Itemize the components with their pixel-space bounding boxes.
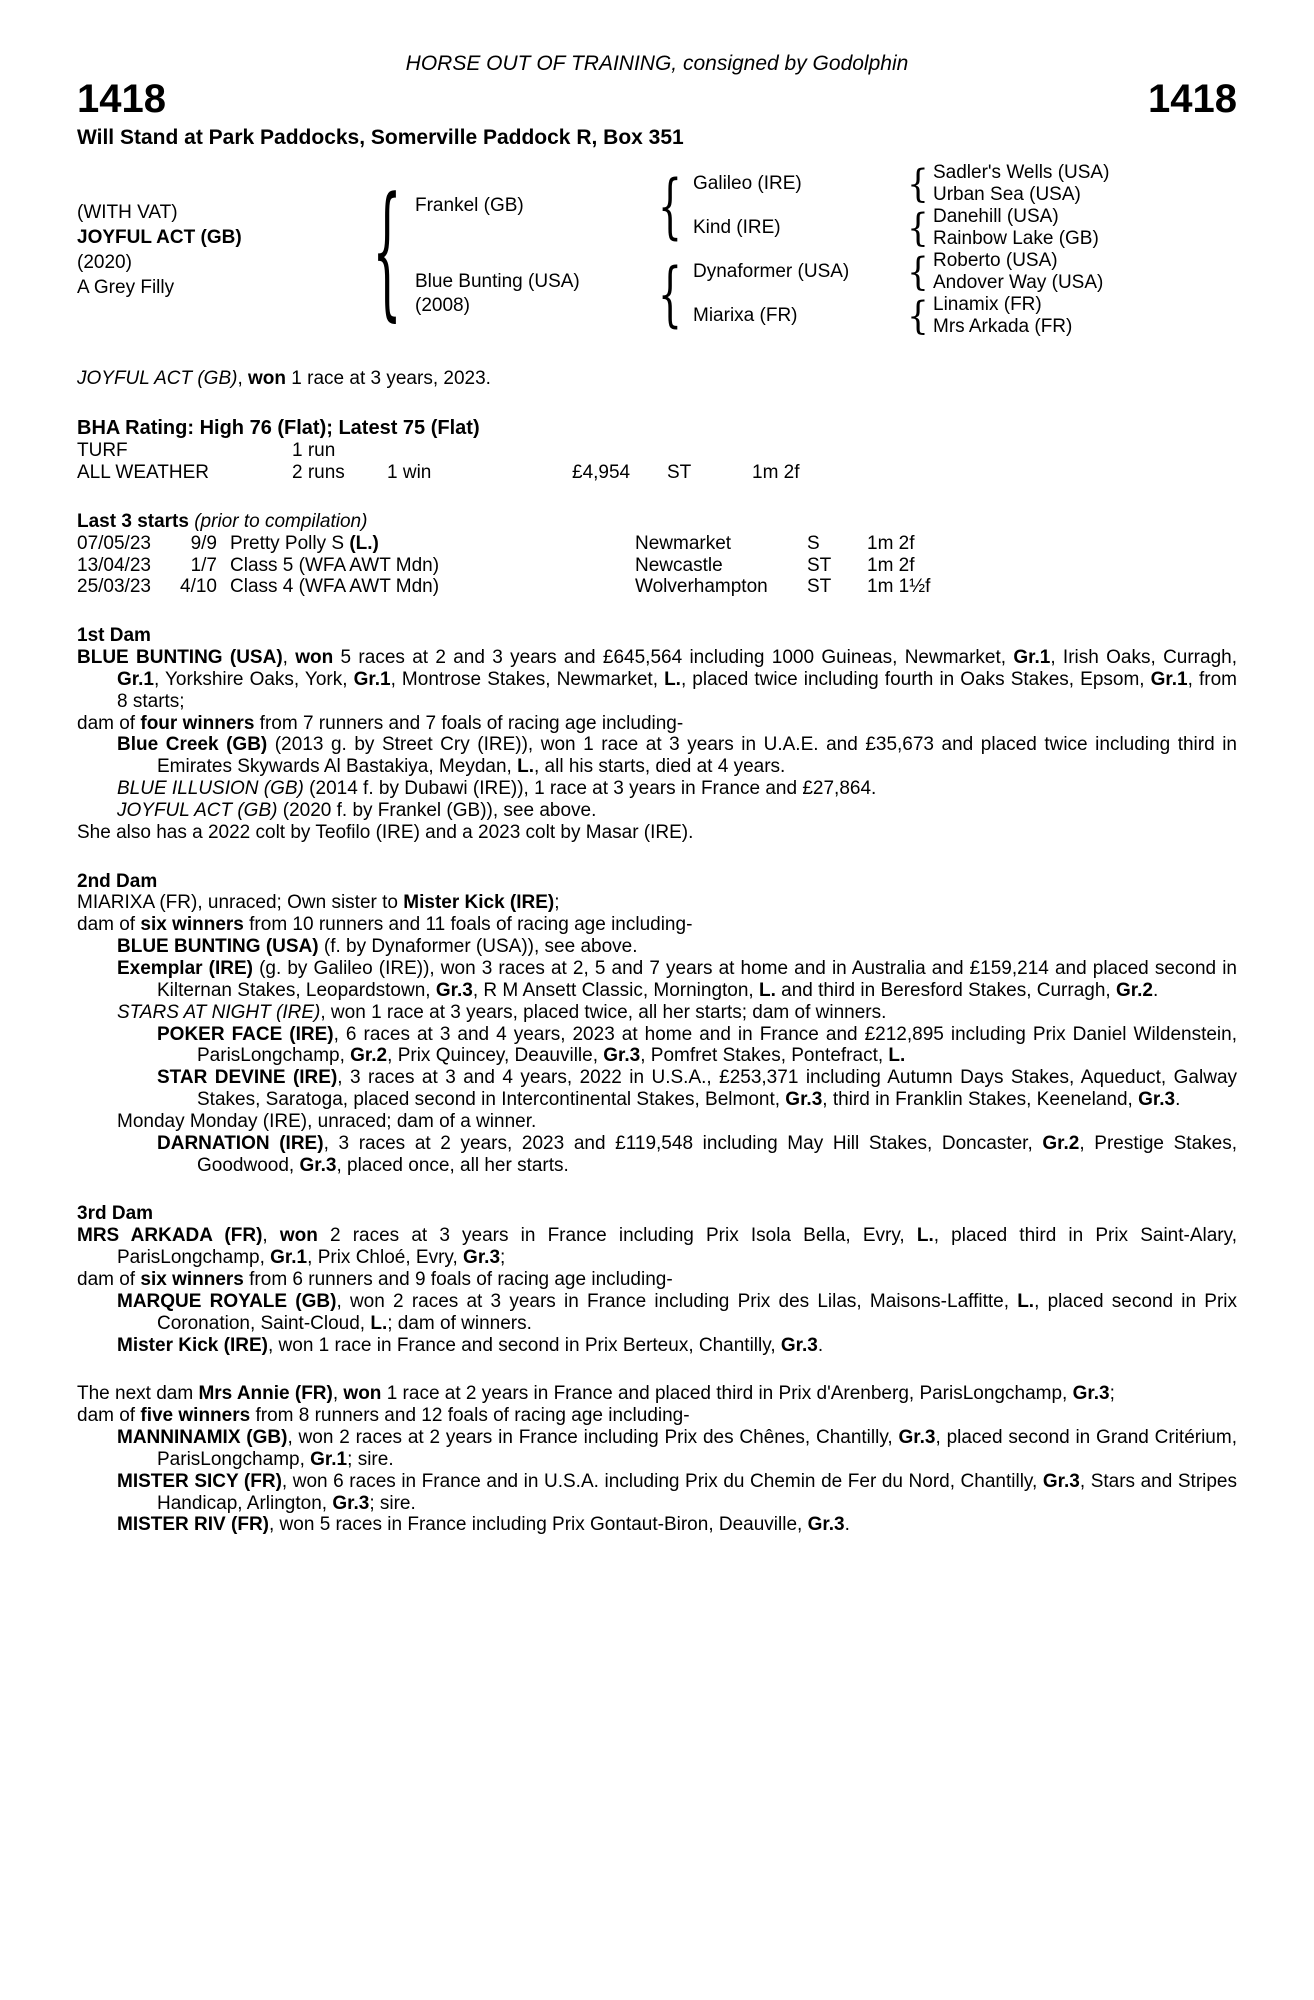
catalogue-paragraph: dam of six winners from 10 runners and 11 foals of racing age including- [77,914,693,936]
last-starts-heading: Last 3 starts [77,510,189,532]
dam-parents [685,250,1103,338]
last-starts-title [77,511,1237,533]
catalogue-paragraph: MRS ARKADA (FR), won 2 races at 3 years in France including Prix Isola Bella, Evry, L., placed third in Prix Saint-Alary, ParisLongchamp, Gr.1, Prix Chloé, Evry, Gr.3; [77,1225,1237,1269]
pedigree-dam-name: Blue Bunting (USA) [415,271,580,293]
race-position: 1/7 [190,554,217,576]
pedigree-brace [655,187,685,225]
pedigree-ancestor: Urban Sea (USA) [933,184,1081,206]
pedigree-grandsire: Galileo (IRE) [693,173,802,195]
catalogue-paragraph: BLUE ILLUSION (GB) (2014 f. by Dubawi (IRE)), 1 race at 3 years in France and £27,864. [117,778,877,800]
bha-rating-block [77,417,1237,484]
race-venue: Newcastle [635,554,723,576]
race-name: Class 5 (WFA AWT Mdn) [230,554,440,576]
race-date: 13/04/23 [77,554,151,576]
surface-label: TURF [77,440,128,462]
pedigree-ancestor: Roberto (USA) [933,250,1058,272]
section-title: 2nd Dam [77,870,158,892]
foal-year: (2020) [77,252,132,274]
section-2nd-dam [77,871,1237,1177]
catalogue-paragraph: She also has a 2022 colt by Teofilo (IRE) and a 2023 colt by Masar (IRE). [77,821,694,843]
lot-number-row [77,78,1237,120]
horse-name: JOYFUL ACT (GB) [77,227,242,249]
pedigree-ancestor: Linamix (FR) [933,294,1042,316]
parent-block [685,162,1109,206]
race-going: ST [807,554,832,576]
pedigree-table [77,162,1237,338]
section-next-dam [77,1383,1237,1536]
catalogue-paragraph: Mister Kick (IRE), won 1 race in France and second in Prix Berteux, Chantilly, Gr.3. [117,1334,824,1356]
race-going: S [807,532,820,554]
race-date: 25/03/23 [77,576,151,598]
catalogue-paragraph: The next dam Mrs Annie (FR), won 1 race at 2 years in France and placed third in Prix d'Arenberg, ParisLongchamp, Gr.3; [77,1383,1115,1405]
distance-value [752,440,1237,462]
parent-block [685,294,1103,338]
race-result-row [77,576,1237,598]
race-result-row [77,533,1237,555]
catalogue-paragraph: dam of six winners from 6 runners and 9 foals of racing age including- [77,1268,673,1290]
race-venue: Wolverhampton [635,576,768,598]
pedigree-ancestor: Mrs Arkada (FR) [933,316,1073,338]
sire-parents [685,162,1109,250]
great-grandparents [933,294,1072,338]
catalogue-paragraph: DARNATION (IRE), 3 races at 2 years, 2023 and £119,548 including May Hill Stakes, Doncaster, Gr.2, Prestige Stakes, Goodwood, Gr.3, placed once, all her starts. [157,1132,1237,1176]
horse-details [77,200,367,300]
wins-value [387,440,572,462]
race-name: Pretty Polly S (L.) [230,532,379,554]
wins-value: 1 win [387,461,432,483]
race-summary: JOYFUL ACT (GB), won 1 race at 3 years, 2023. [77,368,491,390]
runs-value: 1 run [292,440,336,462]
pedigree-dam [407,270,655,318]
pedigree-brace [903,299,933,333]
pedigree-brace [367,227,407,273]
pedigree-ancestor: Andover Way (USA) [933,272,1104,294]
pedigree-brace [903,167,933,201]
great-grandparents [933,206,1099,250]
earnings-value [572,440,667,462]
horse-description: A Grey Filly [77,277,175,299]
going-value [667,440,752,462]
section-1st-dam [77,625,1237,843]
pedigree-granddam: Kind (IRE) [693,217,781,239]
race-position: 9/9 [190,532,217,554]
pedigree-dam-year: (2008) [415,295,470,317]
catalogue-paragraph: Blue Creek (GB) (2013 g. by Street Cry (IRE)), won 1 race at 3 years in U.A.E. and £35,673 and placed twice including third in Emirates Skywards Al Bastakiya, Meydan, L., all his starts, died at 4 years. [117,734,1238,778]
catalogue-paragraph: STARS AT NIGHT (IRE), won 1 race at 3 years, placed twice, all her starts; dam of winners. [117,1001,887,1023]
race-distance: 1m 2f [867,554,915,576]
section-3rd-dam [77,1203,1237,1356]
catalogue-paragraph: BLUE BUNTING (USA), won 5 races at 2 and 3 years and £645,564 including 1000 Guineas, Newmarket, Gr.1, Irish Oaks, Curragh, Gr.1, Yorkshire Oaks, York, Gr.1, Montrose Stakes, Newmarket, L., placed twice including fourth in Oaks Stakes, Epsom, Gr.1, from 8 starts; [77,647,1237,712]
last-starts-subtitle: (prior to compilation) [188,510,368,532]
catalogue-paragraph: MANNINAMIX (GB), won 2 races at 2 years in France including Prix des Chênes, Chantilly, Gr.3, placed second in Grand Critérium, ParisLongchamp, Gr.1; sire. [117,1427,1237,1470]
last-starts-block [77,511,1237,598]
catalogue-paragraph: BLUE BUNTING (USA) (f. by Dynaformer (USA)), see above. [117,936,638,958]
vat-status: (WITH VAT) [77,202,178,224]
race-going: ST [807,576,832,598]
race-position: 4/10 [180,576,217,598]
consignment-title: HORSE OUT OF TRAINING, consigned by Godolphin [405,52,909,75]
surface-label: ALL WEATHER [77,461,209,483]
pedigree-sire: Frankel (GB) [415,195,524,217]
pedigree-second-dam: Miarixa (FR) [693,305,798,327]
catalogue-paragraph: Monday Monday (IRE), unraced; dam of a winner. [117,1110,537,1132]
race-venue: Newmarket [635,532,732,554]
lot-number-left: 1418 [77,77,166,122]
stand-location: Will Stand at Park Paddocks, Somerville Paddock R, Box 351 [77,126,684,150]
race-distance: 1m 1½f [867,576,931,598]
runs-value: 2 runs [292,461,345,483]
section-title: 1st Dam [77,625,151,647]
race-name: Class 4 (WFA AWT Mdn) [230,576,440,598]
catalogue-paragraph: MARQUE ROYALE (GB), won 2 races at 3 years in France including Prix des Lilas, Maisons-Laffitte, L., placed second in Prix Coronation, Saint-Cloud, L.; dam of winners. [117,1290,1237,1334]
great-grandparents [933,162,1109,206]
pedigree-ancestor: Sadler's Wells (USA) [933,162,1110,184]
catalogue-paragraph: dam of five winners from 8 runners and 12 foals of racing age including- [77,1405,690,1427]
parent-block [685,250,1103,294]
catalogue-paragraph: MIARIXA (FR), unraced; Own sister to Mister Kick (IRE); [77,892,560,914]
great-grandparents [933,250,1103,294]
pedigree-brace [655,275,685,313]
distance-value: 1m 2f [752,461,800,483]
catalogue-paragraph: MISTER SICY (FR), won 6 races in France and in U.S.A. including Prix du Chemin de Fer du Nord, Chantilly, Gr.3, Stars and Stripes Handicap, Arlington, Gr.3; sire. [117,1470,1238,1514]
lot-number-right: 1418 [1148,77,1237,122]
section-title: 3rd Dam [77,1203,154,1225]
catalogue-paragraph: MISTER RIV (FR), won 5 races in France including Prix Gontaut-Biron, Deauville, Gr.3. [117,1514,850,1536]
pedigree-generations [407,162,1109,338]
catalogue-paragraph: Exemplar (IRE) (g. by Galileo (IRE)), won 3 races at 2, 5 and 7 years at home and in Australia and £159,214 and placed second in Kilternan Stakes, Leopardstown, Gr.3, R M Ansett Classic, Mornington, L. and third in Beresford Stakes, Curragh, Gr.2. [117,958,1238,1001]
pedigree-ancestor: Danehill (USA) [933,206,1059,228]
catalogue-paragraph: STAR DEVINE (IRE), 3 races at 3 and 4 years, 2022 in U.S.A., £253,371 including Autumn Days Stakes, Aqueduct, Galway Stakes, Saratoga, placed second in Intercontinental Stakes, Belmont, Gr.3, third in Franklin Stakes, Keeneland, Gr.3. [157,1067,1238,1111]
race-distance: 1m 2f [867,532,915,554]
stats-row-all-weather [77,462,1237,484]
sire-block [407,162,1109,250]
earnings-value: £4,954 [572,461,631,483]
pedigree-brace [903,255,933,289]
catalogue-paragraph: JOYFUL ACT (GB) (2020 f. by Frankel (GB)), see above. [117,799,597,821]
race-result-row [77,555,1237,577]
pedigree-brace [903,211,933,245]
going-value: ST [667,461,692,483]
dam-block [407,250,1109,338]
race-date: 07/05/23 [77,532,151,554]
catalogue-paragraph: POKER FACE (IRE), 6 races at 3 and 4 years, 2023 at home and in France and £212,895 including Prix Daniel Wildenstein, ParisLongchamp, Gr.2, Prix Quincey, Deauville, Gr.3, Pomfret Stakes, Pontefract, L. [157,1023,1237,1067]
bha-rating-title: BHA Rating: High 76 (Flat); Latest 75 (Flat) [77,417,480,440]
stats-row-turf [77,440,1237,462]
pedigree-damsire: Dynaformer (USA) [693,261,850,283]
parent-block [685,206,1109,250]
pedigree-ancestor: Rainbow Lake (GB) [933,228,1099,250]
catalogue-paragraph: dam of four winners from 7 runners and 7 foals of racing age including- [77,712,684,734]
